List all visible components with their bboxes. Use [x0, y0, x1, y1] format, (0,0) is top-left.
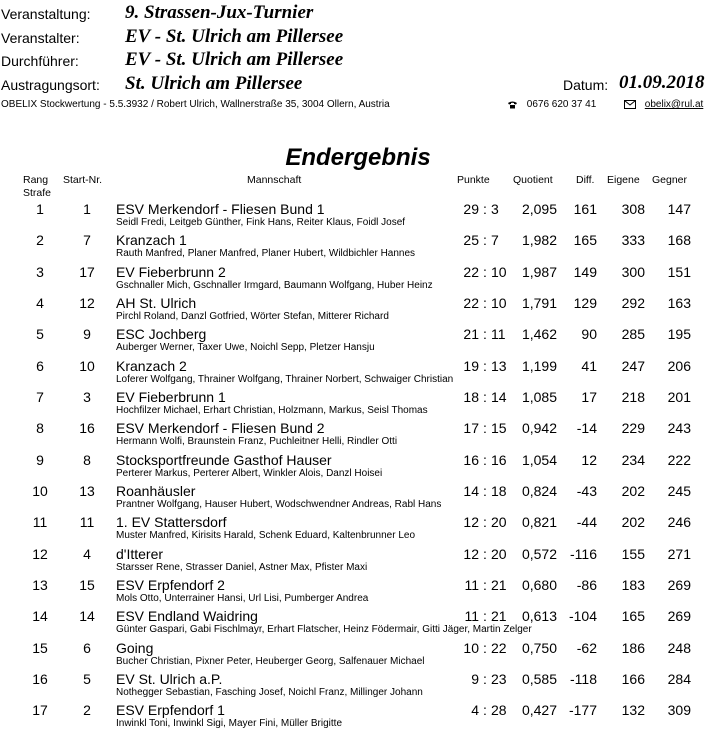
cell-gegner: 245: [667, 482, 691, 499]
veranstaltung-value: 9. Strassen-Jux-Turnier: [125, 2, 314, 23]
cell-sep: :: [483, 482, 487, 499]
email-link[interactable]: obelix@rul.at: [644, 99, 704, 110]
ort-value: St. Ulrich am Pillersee: [125, 73, 303, 94]
table-row: [0, 702, 716, 733]
table-row: [0, 201, 716, 232]
cell-team: 1. EV Stattersdorf: [116, 514, 227, 531]
col-mannschaft: Mannschaft: [247, 174, 302, 186]
cell-team: d'Itterer: [116, 545, 164, 562]
team-players: Starsser Rene, Strasser Daniel, Astner Max, Pfister Maxi: [116, 561, 368, 573]
cell-rang: 9: [36, 451, 44, 468]
cell-gegner: 271: [667, 545, 691, 562]
cell-team: ESV Merkendorf - Fliesen Bund 2: [116, 420, 325, 437]
cell-gegner: 168: [667, 232, 691, 249]
cell-p1: 17: [463, 420, 479, 437]
cell-sep: :: [483, 545, 487, 562]
cell-start: 9: [83, 326, 91, 343]
cell-diff: -104: [568, 608, 597, 625]
table-row: [0, 389, 716, 420]
cell-eigene: 333: [621, 232, 645, 249]
cell-quotient: 1,199: [521, 357, 557, 374]
cell-eigene: 166: [621, 670, 645, 687]
cell-quotient: 0,585: [521, 670, 557, 687]
cell-start: 6: [83, 639, 91, 656]
cell-p1: 9: [471, 670, 479, 687]
col-diff: Diff.: [576, 174, 595, 186]
envelope-icon: [624, 100, 636, 109]
cell-eigene: 183: [621, 576, 645, 593]
cell-sep: :: [483, 576, 487, 593]
cell-p2: 20: [491, 514, 507, 531]
cell-eigene: 202: [621, 514, 645, 531]
cell-sep: :: [483, 420, 487, 437]
cell-rang: 16: [32, 670, 48, 687]
cell-start: 16: [79, 420, 95, 437]
cell-start: 5: [83, 670, 91, 687]
cell-p2: 21: [491, 576, 507, 593]
phone-icon: [507, 100, 518, 109]
cell-rang: 8: [36, 420, 44, 437]
cell-p2: 13: [491, 357, 507, 374]
cell-p2: 22: [491, 639, 507, 656]
cell-rang: 11: [32, 514, 48, 531]
cell-eigene: 155: [621, 545, 645, 562]
table-row: [0, 671, 716, 702]
cell-quotient: 0,613: [521, 608, 557, 625]
cell-diff: 165: [573, 232, 597, 249]
cell-diff: 17: [581, 388, 597, 405]
cell-sep: :: [483, 326, 487, 343]
cell-rang: 4: [36, 294, 44, 311]
cell-sep: :: [483, 232, 487, 249]
cell-start: 7: [83, 232, 91, 249]
cell-diff: -86: [576, 576, 597, 593]
cell-start: 14: [79, 608, 95, 625]
cell-sep: :: [483, 294, 487, 311]
cell-gegner: 163: [667, 294, 691, 311]
cell-p2: 10: [491, 263, 507, 280]
table-row: [0, 514, 716, 545]
cell-sep: :: [483, 639, 487, 656]
cell-team: EV Fieberbrunn 1: [116, 388, 226, 405]
team-players: Auberger Werner, Taxer Uwe, Noichl Sepp, Pletzer Hansju: [116, 342, 375, 354]
cell-quotient: 1,791: [521, 294, 557, 311]
cell-rang: 15: [32, 639, 48, 656]
cell-team: Stocksportfreunde Gasthof Hauser: [116, 451, 332, 468]
team-players: Pirchl Roland, Danzl Gotfried, Wörter Stefan, Mitterer Richard: [116, 310, 389, 322]
table-row: [0, 640, 716, 671]
cell-team: Kranzach 1: [116, 232, 187, 249]
team-players: Inwinkl Toni, Inwinkl Sigi, Mayer Fini, Müller Brigitte: [116, 718, 343, 730]
cell-p2: 28: [491, 702, 507, 719]
cell-diff: -116: [570, 545, 597, 562]
cell-start: 13: [79, 482, 95, 499]
team-players: Prantner Wolfgang, Hauser Hubert, Wodschwendner Andreas, Rabl Hans: [116, 498, 442, 510]
cell-start: 4: [83, 545, 91, 562]
table-row: [0, 546, 716, 577]
cell-eigene: 218: [621, 388, 645, 405]
cell-rang: 10: [32, 482, 48, 499]
datum-value: 01.09.2018: [619, 72, 705, 93]
cell-start: 10: [79, 357, 95, 374]
cell-rang: 5: [36, 326, 44, 343]
cell-quotient: 1,987: [521, 263, 557, 280]
cell-team: ESV Erpfendorf 2: [116, 576, 225, 593]
cell-p1: 21: [463, 326, 479, 343]
cell-diff: -118: [570, 670, 597, 687]
cell-gegner: 151: [667, 263, 691, 280]
table-row: [0, 232, 716, 263]
cell-p1: 16: [463, 451, 479, 468]
cell-quotient: 1,982: [521, 232, 557, 249]
cell-diff: -43: [576, 482, 597, 499]
cell-start: 2: [83, 702, 91, 719]
cell-start: 3: [83, 388, 91, 405]
cell-team: AH St. Ulrich: [116, 294, 197, 311]
cell-p2: 14: [491, 388, 507, 405]
table-row: [0, 608, 716, 639]
cell-start: 15: [79, 576, 95, 593]
cell-start: 17: [79, 263, 95, 280]
datum-label: Datum:: [563, 77, 609, 93]
col-start: Start-Nr.: [63, 174, 103, 186]
col-punkte: Punkte: [457, 174, 490, 186]
cell-team: EV Fieberbrunn 2: [116, 263, 226, 280]
cell-sep: :: [483, 514, 487, 531]
cell-quotient: 1,462: [521, 326, 557, 343]
cell-gegner: 206: [667, 357, 691, 374]
cell-p2: 20: [491, 545, 507, 562]
cell-eigene: 234: [621, 451, 645, 468]
cell-quotient: 2,095: [521, 201, 557, 217]
cell-sep: :: [483, 201, 487, 217]
cell-quotient: 0,680: [521, 576, 557, 593]
cell-gegner: 309: [667, 702, 691, 719]
cell-diff: -14: [576, 420, 597, 437]
cell-team: Roanhäusler: [116, 482, 196, 499]
cell-rang: 2: [36, 232, 44, 249]
cell-gegner: 201: [667, 388, 691, 405]
cell-team: ESV Merkendorf - Fliesen Bund 1: [116, 201, 325, 217]
col-eigene: Eigene: [607, 174, 640, 186]
cell-team: Kranzach 2: [116, 357, 187, 374]
cell-rang: 12: [32, 545, 48, 562]
cell-p1: 18: [463, 388, 479, 405]
cell-p1: 22: [463, 263, 479, 280]
cell-eigene: 308: [621, 201, 645, 217]
durchfuehrer-label: Durchführer:: [1, 53, 79, 69]
cell-diff: 161: [573, 201, 597, 217]
cell-p1: 4: [471, 702, 479, 719]
cell-p2: 23: [491, 670, 507, 687]
table-row: [0, 420, 716, 451]
cell-gegner: 195: [667, 326, 691, 343]
veranstaltung-label: Veranstaltung:: [1, 6, 91, 22]
team-players: Seidl Fredi, Leitgeb Günther, Fink Hans, Reiter Klaus, Foidl Josef: [116, 217, 406, 228]
cell-p2: 15: [491, 420, 507, 437]
cell-rang: 1: [36, 201, 44, 217]
cell-eigene: 247: [621, 357, 645, 374]
cell-diff: 149: [573, 263, 597, 280]
cell-sep: :: [483, 702, 487, 719]
cell-eigene: 132: [621, 702, 645, 719]
cell-p2: 11: [491, 326, 506, 343]
cell-gegner: 269: [667, 576, 691, 593]
cell-quotient: 0,750: [521, 639, 557, 656]
table-row: [0, 452, 716, 483]
cell-p1: 11: [464, 608, 479, 625]
cell-team: ESC Jochberg: [116, 326, 207, 343]
veranstalter-label: Veranstalter:: [1, 30, 80, 46]
cell-p1: 14: [463, 482, 479, 499]
cell-sep: :: [483, 670, 487, 687]
team-players: Hochfilzer Michael, Erhart Christian, Holzmann, Markus, Seisl Thomas: [116, 404, 428, 416]
cell-quotient: 0,572: [521, 545, 557, 562]
table-row: [0, 358, 716, 389]
cell-p2: 7: [491, 232, 499, 249]
cell-diff: 12: [581, 451, 597, 468]
cell-start: 1: [83, 201, 91, 217]
cell-quotient: 0,942: [521, 420, 557, 437]
team-players: Mols Otto, Unterrainer Hansi, Url Lisi, Pumberger Andrea: [116, 592, 369, 604]
cell-rang: 17: [32, 702, 48, 719]
cell-quotient: 0,821: [521, 514, 557, 531]
cell-quotient: 0,824: [521, 482, 557, 499]
cell-p2: 3: [491, 201, 499, 217]
cell-sep: :: [483, 357, 487, 374]
cell-eigene: 202: [621, 482, 645, 499]
cell-gegner: 269: [667, 608, 691, 625]
team-players: Bucher Christian, Pixner Peter, Heuberger Georg, Salfenauer Michael: [116, 655, 425, 667]
cell-quotient: 1,054: [521, 451, 557, 468]
table-row: [0, 326, 716, 357]
team-players: Günter Gaspari, Gabi Fischlmayr, Erhart Flatscher, Heinz Födermair, Gitti Jäger, Martin Zelger: [116, 624, 532, 636]
cell-eigene: 285: [621, 326, 645, 343]
cell-p1: 12: [463, 545, 479, 562]
cell-team: ESV Erpfendorf 1: [116, 702, 225, 719]
cell-start: 11: [79, 514, 95, 531]
cell-start: 8: [83, 451, 91, 468]
cell-sep: :: [483, 263, 487, 280]
cell-sep: :: [483, 388, 487, 405]
table-row: [0, 577, 716, 608]
cell-diff: -62: [576, 639, 597, 656]
table-row: [0, 483, 716, 514]
table-row: [0, 295, 716, 326]
cell-p1: 12: [463, 514, 479, 531]
team-players: Gschnaller Mich, Gschnaller Irmgard, Baumann Wolfgang, Huber Heinz: [116, 279, 433, 291]
durchfuehrer-value: EV - St. Ulrich am Pillersee: [125, 49, 344, 70]
software-info: OBELIX Stockwertung - 5.5.3932 / Robert Ulrich, Wallnerstraße 35, 3004 Ollern, Austria: [1, 99, 390, 110]
cell-diff: 41: [581, 357, 597, 374]
cell-diff: -177: [568, 702, 597, 719]
table-row: [0, 264, 716, 295]
cell-gegner: 222: [667, 451, 691, 468]
cell-p1: 11: [464, 576, 479, 593]
cell-gegner: 248: [667, 639, 691, 656]
cell-gegner: 147: [667, 201, 691, 217]
cell-diff: -44: [576, 514, 597, 531]
cell-team: Going: [116, 639, 154, 656]
cell-gegner: 246: [667, 514, 691, 531]
cell-gegner: 284: [667, 670, 691, 687]
cell-team: ESV Endland Waidring: [116, 608, 258, 625]
cell-p1: 25: [463, 232, 479, 249]
cell-rang: 6: [36, 357, 44, 374]
col-rang: Rang: [23, 174, 49, 186]
cell-sep: :: [483, 451, 487, 468]
cell-eigene: 186: [621, 639, 645, 656]
cell-eigene: 300: [621, 263, 645, 280]
cell-p2: 18: [491, 482, 507, 499]
col-gegner: Gegner: [652, 174, 688, 186]
team-players: Rauth Manfred, Planer Manfred, Planer Hubert, Wildbichler Hannes: [116, 248, 416, 260]
team-players: Hermann Wolfi, Braunstein Franz, Puchleitner Helli, Rindler Otti: [116, 436, 398, 448]
team-players: Nothegger Sebastian, Fasching Josef, Noichl Franz, Millinger Johann: [116, 686, 423, 698]
cell-p2: 16: [491, 451, 507, 468]
cell-p1: 19: [463, 357, 479, 374]
cell-rang: 3: [36, 263, 44, 280]
cell-p1: 29: [463, 201, 479, 217]
cell-quotient: 1,085: [521, 388, 557, 405]
email-info: [624, 99, 703, 110]
cell-p1: 22: [463, 294, 479, 311]
col-quotient: Quotient: [513, 174, 553, 186]
cell-sep: :: [483, 608, 487, 625]
cell-p1: 10: [463, 639, 479, 656]
cell-rang: 14: [32, 608, 48, 625]
cell-diff: 90: [581, 326, 597, 343]
team-players: Perterer Markus, Perterer Albert, Winkler Alois, Danzl Hoisei: [116, 467, 383, 479]
phone-info: [507, 99, 596, 110]
cell-rang: 7: [36, 388, 44, 405]
cell-eigene: 165: [621, 608, 645, 625]
cell-p2: 21: [491, 608, 507, 625]
cell-quotient: 0,427: [521, 702, 557, 719]
cell-start: 12: [79, 294, 95, 311]
veranstalter-value: EV - St. Ulrich am Pillersee: [125, 26, 344, 47]
cell-team: EV St. Ulrich a.P.: [116, 670, 223, 687]
cell-eigene: 292: [621, 294, 645, 311]
ort-label: Austragungsort:: [1, 77, 100, 93]
cell-p2: 10: [491, 294, 507, 311]
team-players: Muster Manfred, Kirisits Harald, Schenk Eduard, Kaltenbrunner Leo: [116, 530, 416, 542]
cell-rang: 13: [32, 576, 48, 593]
cell-eigene: 229: [621, 420, 645, 437]
phone-number: 0676 620 37 41: [526, 99, 597, 110]
cell-gegner: 243: [667, 420, 691, 437]
cell-diff: 129: [573, 294, 597, 311]
page-title: Endergebnis: [285, 144, 431, 171]
col-strafe: Strafe: [23, 187, 52, 199]
team-players: Loferer Wolfgang, Thrainer Wolfgang, Thrainer Norbert, Schwaiger Christian: [116, 373, 454, 385]
